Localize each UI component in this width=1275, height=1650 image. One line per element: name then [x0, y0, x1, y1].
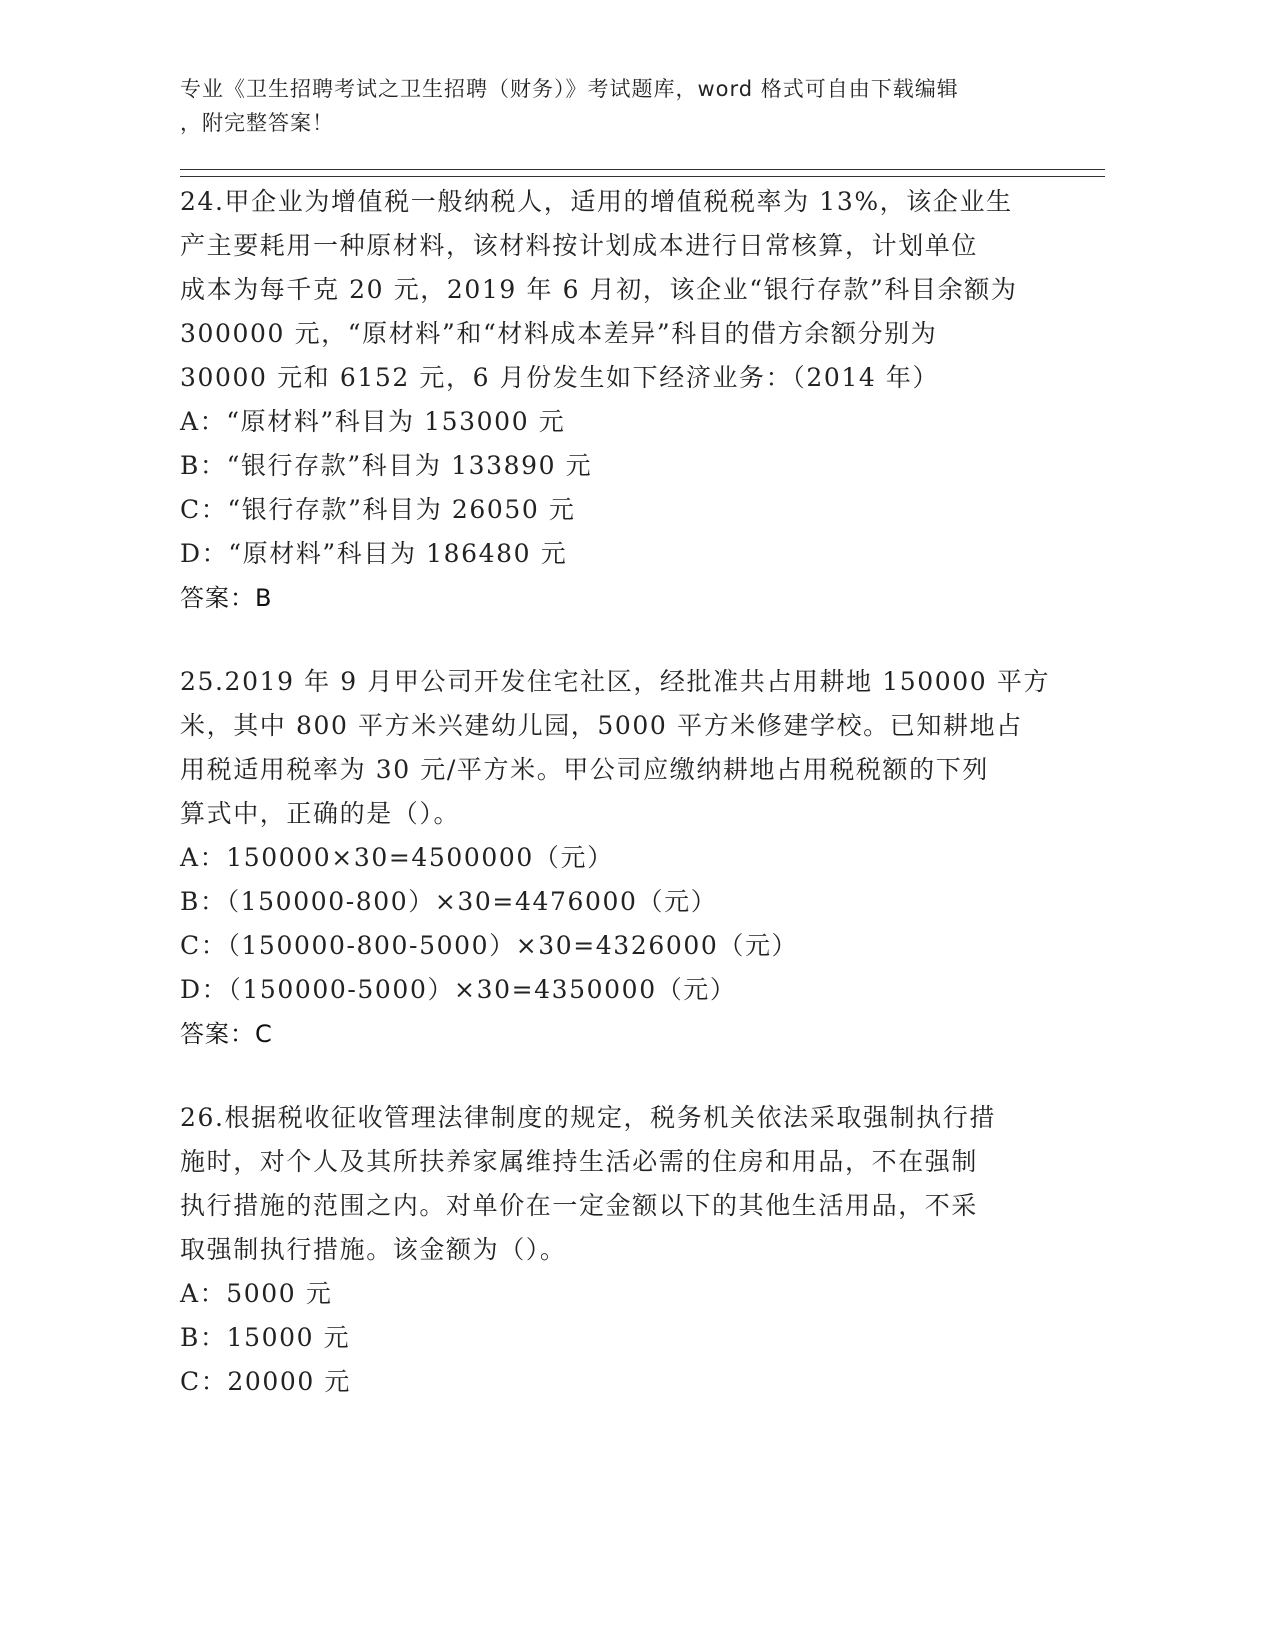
header-divider [180, 176, 1105, 177]
question-line: 产主要耗用一种原材料，该材料按计划成本进行日常核算，计划单位 [180, 231, 979, 260]
header-line: ，附完整答案！ [180, 111, 334, 135]
header-divider [180, 169, 1105, 170]
header-line: 专业《卫生招聘考试之卫生招聘（财务）》考试题库，word 格式可自由下载编辑 [180, 77, 959, 101]
question-24 [180, 180, 1060, 620]
question-line: 30000 元和 6152 元，6 月份发生如下经济业务：（2014 年） [180, 363, 940, 392]
question-line: 米，其中 800 平方米兴建幼儿园，5000 平方米修建学校。已知耕地占 [180, 711, 1023, 740]
question-25 [180, 660, 1060, 1056]
question-line: 执行措施的范围之内。对单价在一定金额以下的其他生活用品，不采 [180, 1191, 979, 1220]
option-a: A：150000×30=4500000（元） [180, 843, 614, 872]
option-d: D：“原材料”科目为 186480 元 [180, 539, 568, 568]
question-text [180, 660, 1060, 836]
answer: 答案：B [180, 584, 273, 612]
answer: 答案：C [180, 1020, 273, 1048]
question-line: 成本为每千克 20 元，2019 年 6 月初，该企业“银行存款”科目余额为 [180, 275, 1018, 304]
question-line: 用税适用税率为 30 元/平方米。甲公司应缴纳耕地占用税税额的下列 [180, 755, 989, 784]
question-26 [180, 1096, 1060, 1404]
question-line: 取强制执行措施。该金额为（）。 [180, 1235, 567, 1264]
question-text [180, 180, 1060, 400]
question-line: 施时，对个人及其所扶养家属维持生活必需的住房和用品，不在强制 [180, 1147, 979, 1176]
option-a: A：5000 元 [180, 1279, 333, 1308]
option-c: C：20000 元 [180, 1367, 352, 1396]
option-c: C：“银行存款”科目为 26050 元 [180, 495, 576, 524]
option-b: B：（150000-800）×30=4476000（元） [180, 887, 718, 916]
option-d: D：（150000-5000）×30=4350000（元） [180, 975, 737, 1004]
question-line: 300000 元，“原材料”和“材料成本差异”科目的借方余额分别为 [180, 319, 938, 348]
question-line: 24.甲企业为增值税一般纳税人，适用的增值税税率为 13%，该企业生 [180, 187, 1013, 216]
question-text [180, 1096, 1060, 1272]
document-header [180, 72, 1080, 140]
option-c: C：（150000-800-5000）×30=4326000（元） [180, 931, 799, 960]
question-line: 算式中，正确的是（）。 [180, 799, 461, 828]
question-line: 26.根据税收征收管理法律制度的规定，税务机关依法采取强制执行措 [180, 1103, 996, 1132]
question-line: 25.2019 年 9 月甲公司开发住宅社区，经批准共占用耕地 150000 平方 [180, 667, 1051, 696]
option-b: B：15000 元 [180, 1323, 351, 1352]
option-b: B：“银行存款”科目为 133890 元 [180, 451, 593, 480]
option-a: A：“原材料”科目为 153000 元 [180, 407, 566, 436]
